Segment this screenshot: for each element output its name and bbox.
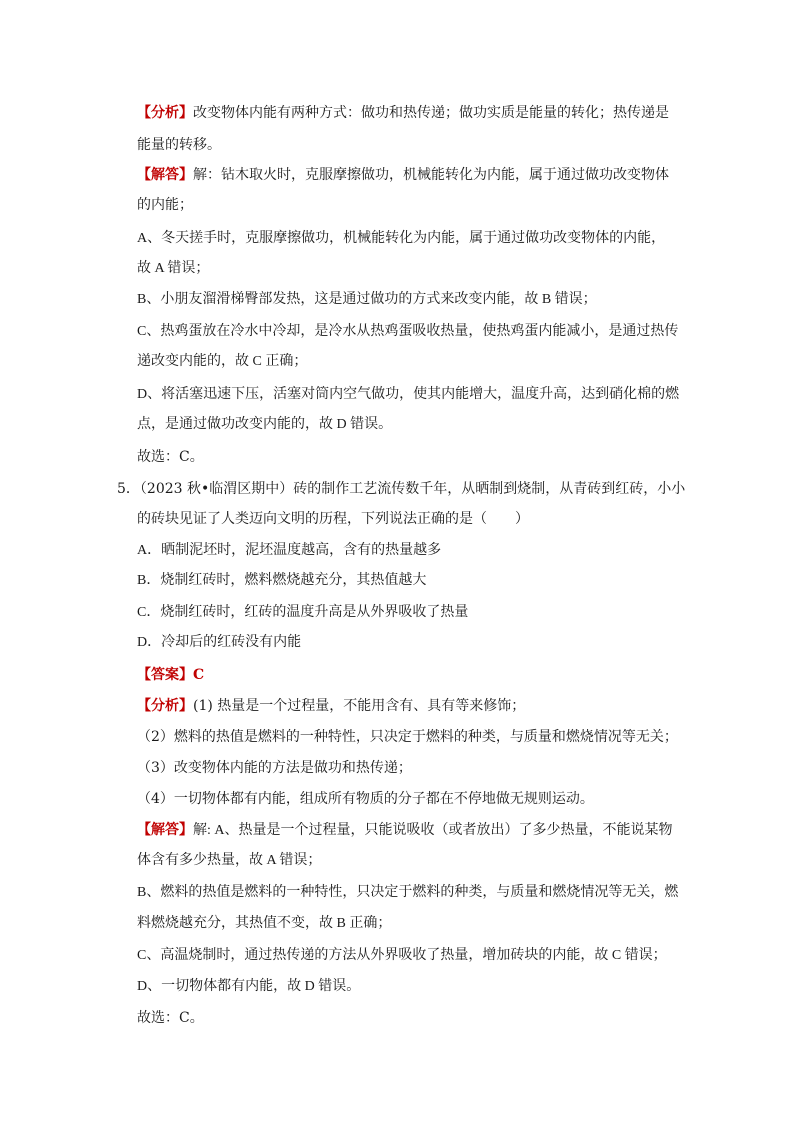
solution-q5-option-b: B、燃料的热值是燃料的一种特性，只决定于燃料的种类，与质量和燃烧情况等无关，燃: [137, 885, 679, 900]
answer-tag: 【答案】: [137, 667, 193, 683]
analysis-text: 改变物体内能有两种方式：做功和热传递；做功实质是能量的转化；热传递是: [193, 105, 669, 121]
question-stem-text: （2023 秋•临渭区期中）砖的制作工艺流传数千年，从晒制到烧制，从青砖到红砖，小小: [139, 481, 686, 497]
solution-option-c-cont: 递改变内能的，故 C 正确；: [137, 354, 308, 369]
question-5-stem: [117, 475, 685, 503]
option-c: C．烧制红砖时，红砖的温度升高是从外界吸收了热量: [137, 605, 469, 620]
solution-option-d-cont: 点，是通过做功改变内能的，故 D 错误。: [137, 417, 393, 432]
option-b: B．烧制红砖时，燃料燃烧越充分，其热值越大: [137, 573, 427, 588]
analysis-point-1: (1) 热量是一个过程量，不能用含有、具有等来修饰；: [193, 698, 526, 714]
question-number: 5．: [117, 481, 140, 497]
analysis-tag-q5: 【分析】: [137, 698, 193, 714]
answer-line: [137, 661, 204, 689]
analysis-text-cont: 能量的转移。: [137, 137, 221, 153]
solution-q5-cont: 体含有多少热量，故 A 错误；: [137, 853, 322, 868]
solution-option-b: B、小朋友溜滑梯臀部发热，这是通过做功的方式来改变内能，故 B 错误；: [137, 292, 597, 307]
analysis-point-4: （4）一切物体都有内能，组成所有物质的分子都在不停地做无规则运动。: [137, 791, 594, 807]
solution-q5-option-b-cont: 料燃烧越充分，其热值不变，故 B 正确；: [137, 916, 392, 931]
solution-option-d: D、将活塞迅速下压，活塞对筒内空气做功，使其内能增大，温度升高，达到硝化棉的燃: [137, 387, 680, 402]
solution-q5-option-d: D、一切物体都有内能，故 D 错误。: [137, 979, 361, 994]
solution-line: [137, 161, 669, 189]
option-d: D．冷却后的红砖没有内能: [137, 635, 302, 650]
question-stem-cont: 的砖块见证了人类迈向文明的历程，下列说法正确的是（ ）: [137, 511, 529, 527]
option-a: A．晒制泥坯时，泥坯温度越高，含有的热量越多: [137, 543, 442, 558]
answer-value: C: [193, 667, 205, 683]
analysis-line-q5: [137, 692, 525, 720]
solution-option-a-cont: 故 A 错误；: [137, 261, 210, 276]
analysis-tag: 【分析】: [137, 105, 193, 121]
final-choice-q5: 故选：C。: [137, 1010, 204, 1026]
final-choice: 故选：C。: [137, 449, 204, 465]
solution-text-cont: 的内能；: [137, 197, 193, 213]
solution-tag-q5: 【解答】: [137, 823, 193, 838]
analysis-point-3: （3）改变物体内能的方法是做功和热传递；: [137, 760, 412, 776]
solution-line-q5: [137, 817, 673, 845]
solution-q5-text: 解: A、热量是一个过程量，只能说吸收（或者放出）了多少热量，不能说某物: [193, 823, 673, 838]
solution-option-a: A、冬天搓手时，克服摩擦做功，机械能转化为内能，属于通过做功改变物体的内能，: [137, 231, 666, 246]
analysis-point-2: （2）燃料的热值是燃料的一种特性，只决定于燃料的种类，与质量和燃烧情况等无关；: [137, 729, 678, 745]
solution-q5-option-c: C、高温烧制时，通过热传递的方法从外界吸收了热量，增加砖块的内能，故 C 错误；: [137, 948, 667, 963]
solution-text: 解：钻木取火时，克服摩擦做功，机械能转化为内能，属于通过做功改变物体: [193, 167, 669, 183]
analysis-line: [137, 99, 669, 127]
solution-tag: 【解答】: [137, 167, 193, 183]
solution-option-c: C、热鸡蛋放在冷水中冷却，是冷水从热鸡蛋吸收热量，使热鸡蛋内能减小，是通过热传: [137, 324, 679, 339]
